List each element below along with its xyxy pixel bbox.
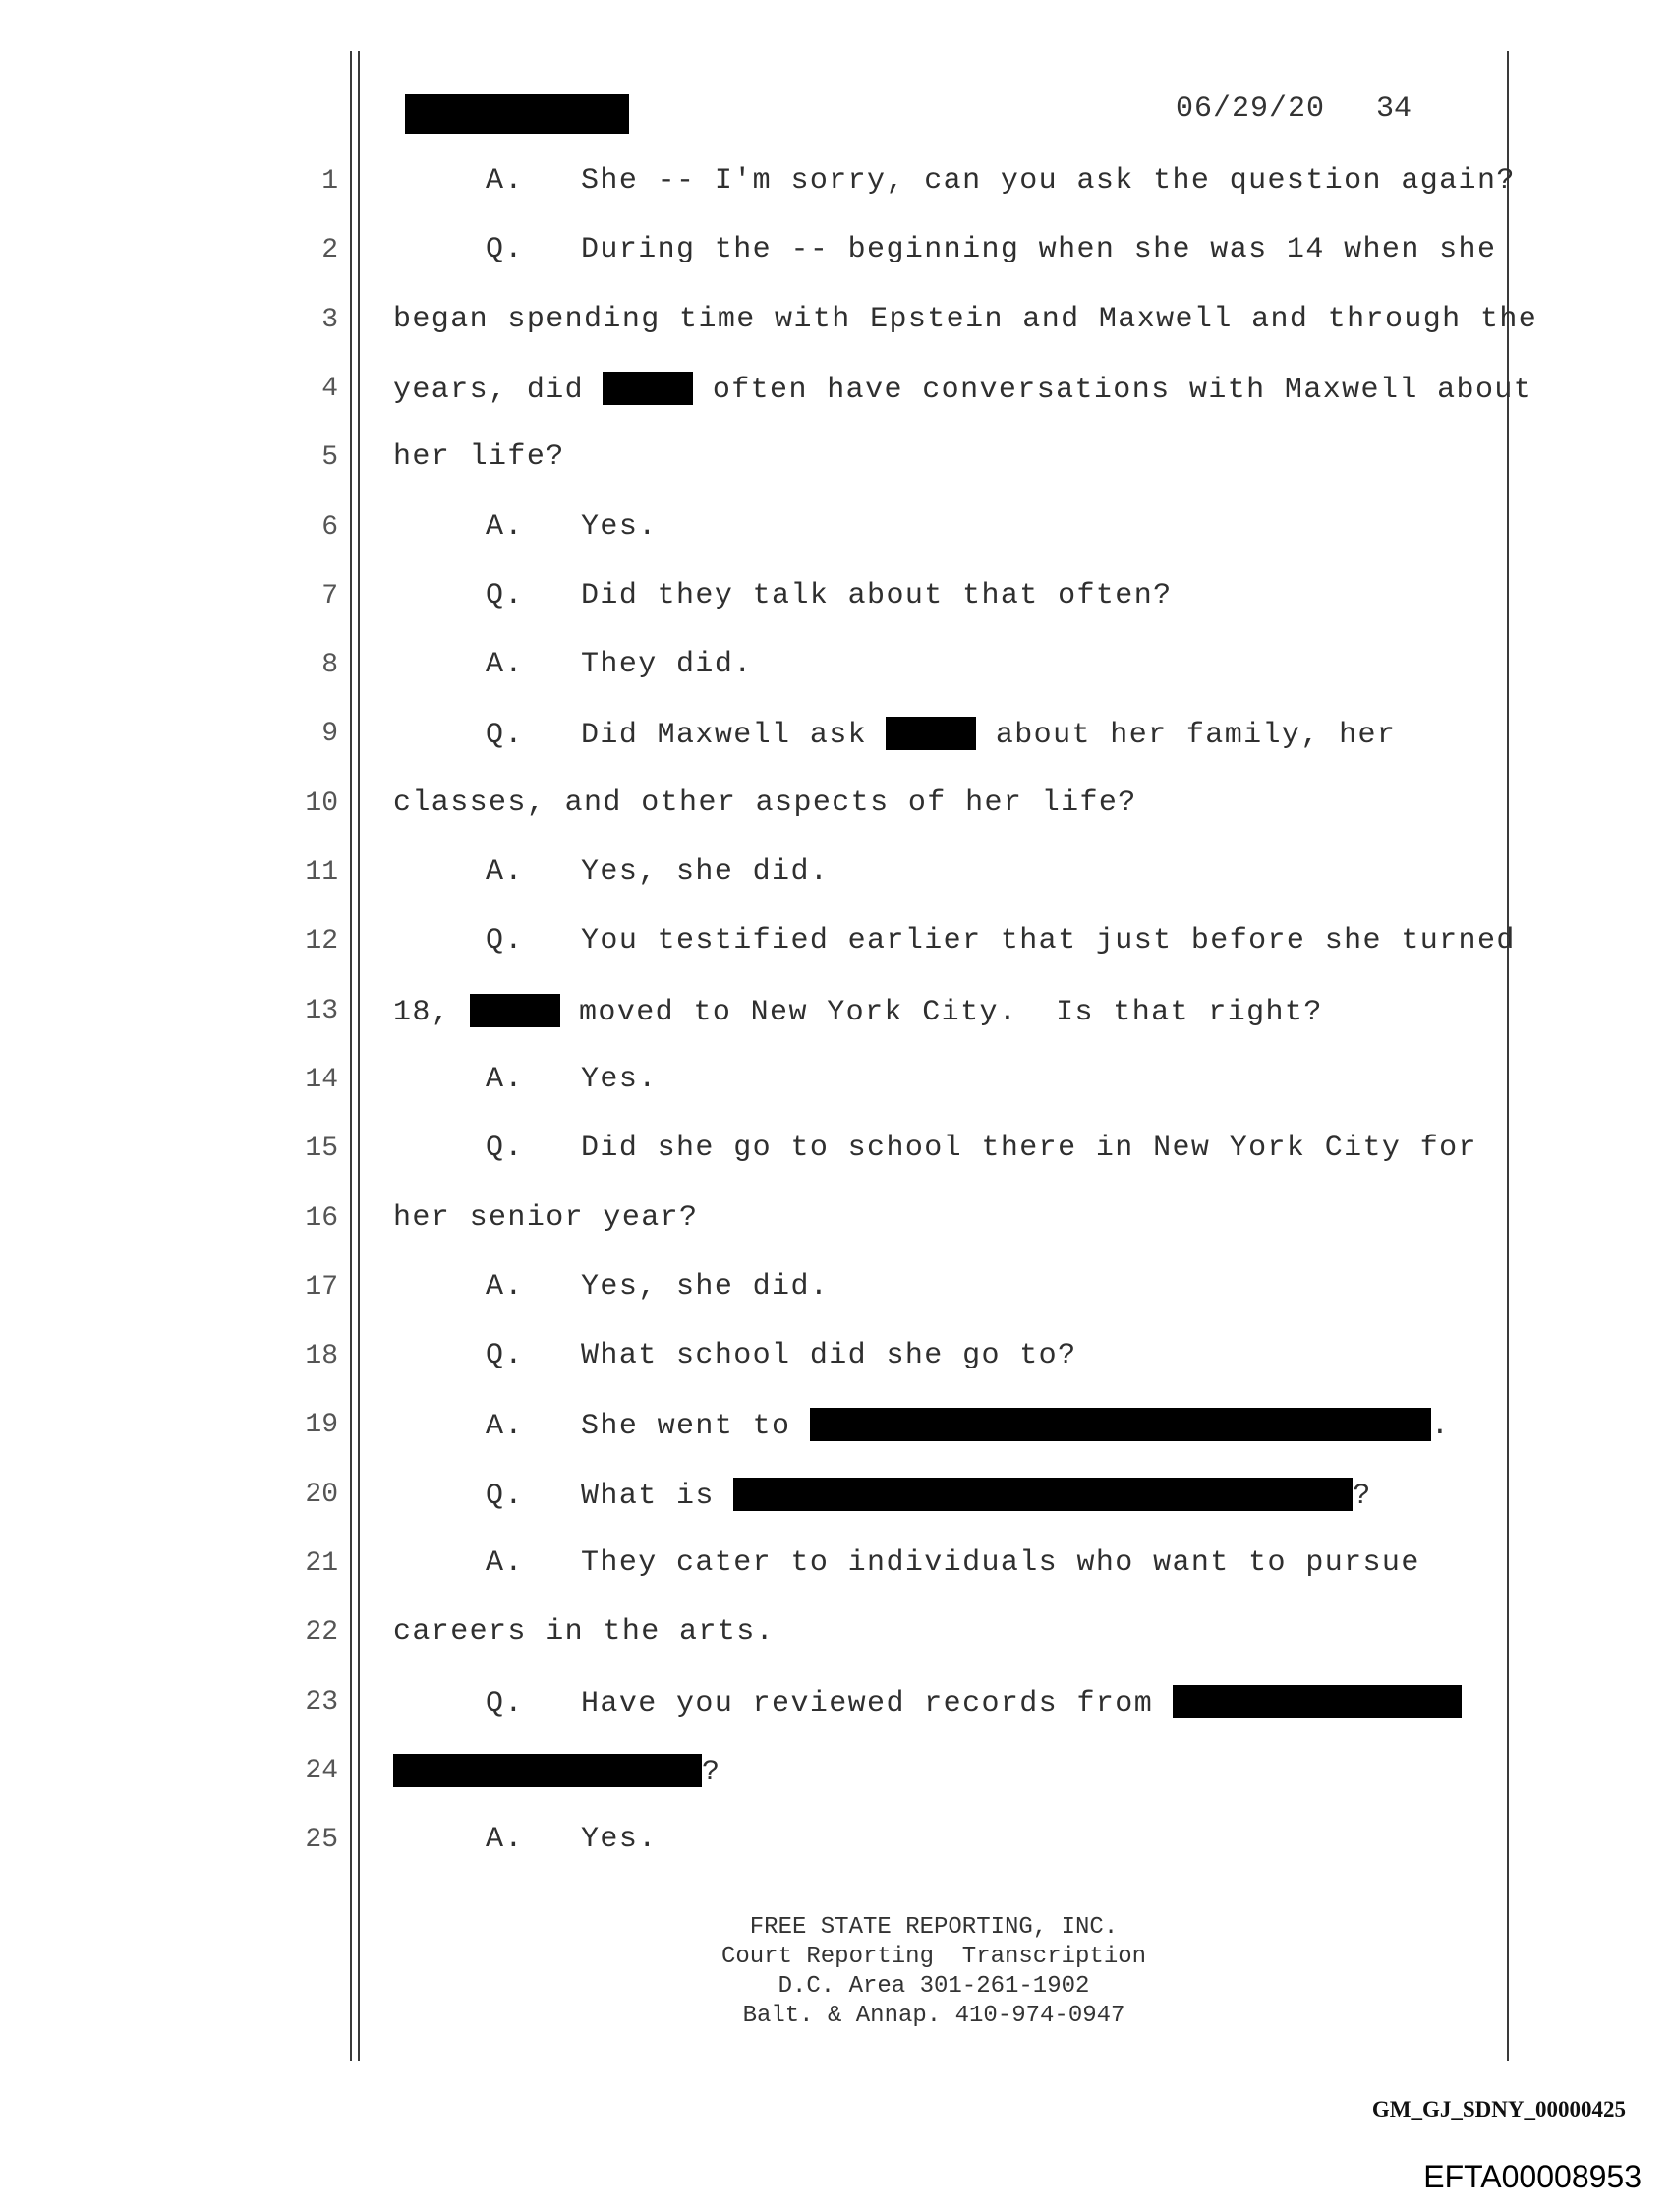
transcript-line	[0, 1199, 1671, 1239]
line-text	[486, 1063, 658, 1096]
header-redaction-bar	[405, 94, 629, 134]
line-text-segment: A. She went to	[486, 1410, 810, 1444]
line-number: 9	[321, 719, 338, 750]
transcript-line	[0, 1406, 1671, 1445]
transcript-line	[0, 438, 1671, 478]
bates-number-gm: GM_GJ_SDNY_00000425	[1371, 2097, 1626, 2122]
transcript-line	[0, 992, 1671, 1031]
line-number: 14	[305, 1064, 338, 1095]
transcript-line	[0, 1544, 1671, 1584]
line-text-segment: her senior year?	[393, 1200, 699, 1235]
redaction-bar	[393, 1754, 702, 1787]
line-text-segment: A. They cater to individuals who want to pursue	[486, 1546, 1420, 1580]
transcript-line	[0, 1821, 1671, 1860]
line-text-segment: A. Yes.	[486, 1823, 658, 1857]
transcript-line	[0, 231, 1671, 270]
redaction-bar	[733, 1478, 1353, 1511]
line-number: 13	[305, 995, 338, 1026]
line-text-segment: Q. Did they talk about that often?	[486, 578, 1173, 612]
footer-services: Court Reporting Transcription	[720, 1944, 1147, 1970]
line-text	[393, 994, 1323, 1029]
transcript-line	[0, 922, 1671, 961]
line-text-segment: Q. What school did she go to?	[486, 1339, 1077, 1373]
line-number: 7	[321, 580, 338, 611]
line-text	[393, 786, 1137, 820]
line-text	[486, 1685, 1462, 1720]
line-number: 6	[321, 511, 338, 543]
line-text	[486, 1823, 658, 1856]
line-text-segment: A. Yes, she did.	[486, 855, 830, 889]
line-text-segment: A. They did.	[486, 648, 753, 682]
line-number: 11	[305, 857, 338, 888]
line-text-segment: classes, and other aspects of her life?	[393, 786, 1137, 820]
transcript-line	[0, 646, 1671, 685]
transcript-line	[0, 301, 1671, 340]
line-text	[486, 233, 1496, 266]
line-text	[486, 164, 1516, 198]
line-number: 18	[305, 1341, 338, 1372]
line-number: 2	[321, 235, 338, 266]
line-text-segment: years, did	[393, 373, 604, 407]
transcript-line	[0, 1337, 1671, 1376]
line-text	[393, 372, 1532, 407]
transcript-line	[0, 1268, 1671, 1308]
line-text-segment: her life?	[393, 440, 565, 475]
line-text-segment: often have conversations with Maxwell about	[693, 373, 1533, 407]
line-text-segment: Q. You testified earlier that just before she turned	[486, 924, 1516, 959]
line-text-segment: 18,	[393, 995, 470, 1029]
line-text	[393, 1615, 775, 1649]
line-number: 3	[321, 304, 338, 335]
transcript-line	[0, 577, 1671, 616]
line-number: 20	[305, 1479, 338, 1510]
transcript-line	[0, 1613, 1671, 1653]
line-number: 21	[305, 1548, 338, 1579]
line-text	[393, 440, 565, 474]
line-text	[486, 579, 1173, 612]
footer-company: FREE STATE REPORTING, INC.	[749, 1914, 1119, 1941]
line-text-segment: began spending time with Epstein and Maxwell and through the	[393, 302, 1538, 336]
transcript-line	[0, 370, 1671, 409]
line-text-segment: .	[1430, 1410, 1451, 1444]
line-number: 5	[321, 442, 338, 474]
redaction-bar	[810, 1408, 1431, 1441]
line-number: 17	[305, 1271, 338, 1303]
transcript-line	[0, 1752, 1671, 1791]
transcript-line	[0, 508, 1671, 548]
transcript-line	[0, 715, 1671, 754]
transcript-line	[0, 785, 1671, 824]
line-text-segment: A. She -- I'm sorry, can you ask the question again?	[486, 164, 1516, 198]
line-number: 24	[305, 1755, 338, 1786]
line-text	[486, 1132, 1477, 1165]
line-number: 10	[305, 787, 338, 819]
transcript-line	[0, 162, 1671, 202]
transcript-line	[0, 1061, 1671, 1100]
line-text-segment: Q. During the -- beginning when she was 14 when she	[486, 233, 1497, 267]
line-text-segment: Q. Have you reviewed records from	[486, 1686, 1173, 1720]
header-date: 06/29/20	[1176, 92, 1326, 126]
line-text	[486, 1478, 1372, 1513]
footer-balt-phone: Balt. & Annap. 410-974-0947	[742, 2003, 1125, 2029]
line-text-segment: ?	[702, 1755, 721, 1789]
redaction-bar	[1173, 1685, 1462, 1718]
reporter-footer	[629, 1913, 1239, 2031]
footer-dc-phone: D.C. Area 301-261-1902	[778, 1973, 1090, 2000]
line-text	[486, 1546, 1420, 1580]
line-text	[486, 1408, 1450, 1443]
redaction-bar	[886, 717, 976, 750]
line-number: 4	[321, 373, 338, 404]
line-text-segment: careers in the arts.	[393, 1615, 776, 1650]
line-text	[486, 510, 658, 544]
redaction-bar	[470, 994, 560, 1027]
line-number: 23	[305, 1686, 338, 1717]
line-text	[486, 855, 829, 889]
line-text-segment: Q. What is	[486, 1479, 734, 1513]
transcript-line	[0, 1683, 1671, 1722]
line-text	[486, 1270, 829, 1304]
line-number: 1	[321, 166, 338, 197]
line-text	[393, 303, 1537, 336]
transcript-line	[0, 1476, 1671, 1515]
line-text	[393, 1201, 698, 1235]
transcript-line	[0, 1130, 1671, 1169]
line-text	[486, 648, 753, 681]
line-text	[486, 924, 1516, 958]
line-number: 25	[305, 1825, 338, 1856]
line-text	[393, 1754, 720, 1789]
line-number: 12	[305, 926, 338, 958]
line-text-segment: A. Yes.	[486, 509, 658, 544]
line-text-segment: Q. Did she go to school there in New York City for	[486, 1132, 1477, 1166]
line-text	[486, 1339, 1077, 1372]
line-number: 8	[321, 650, 338, 681]
line-text-segment: A. Yes, she did.	[486, 1269, 830, 1304]
header-page-number: 34	[1376, 92, 1412, 126]
line-text-segment: A. Yes.	[486, 1062, 658, 1096]
redaction-bar	[603, 372, 693, 405]
line-text-segment: moved to New York City. Is that right?	[559, 995, 1323, 1029]
line-number: 16	[305, 1202, 338, 1234]
transcript-line	[0, 853, 1671, 893]
bates-number-efta: EFTA00008953	[1423, 2159, 1642, 2194]
line-text-segment: about her family, her	[976, 719, 1397, 753]
line-text	[486, 717, 1396, 752]
line-number: 15	[305, 1134, 338, 1165]
line-number: 19	[305, 1410, 338, 1441]
line-text-segment: ?	[1353, 1479, 1372, 1513]
line-number: 22	[305, 1617, 338, 1649]
line-text-segment: Q. Did Maxwell ask	[486, 719, 887, 753]
